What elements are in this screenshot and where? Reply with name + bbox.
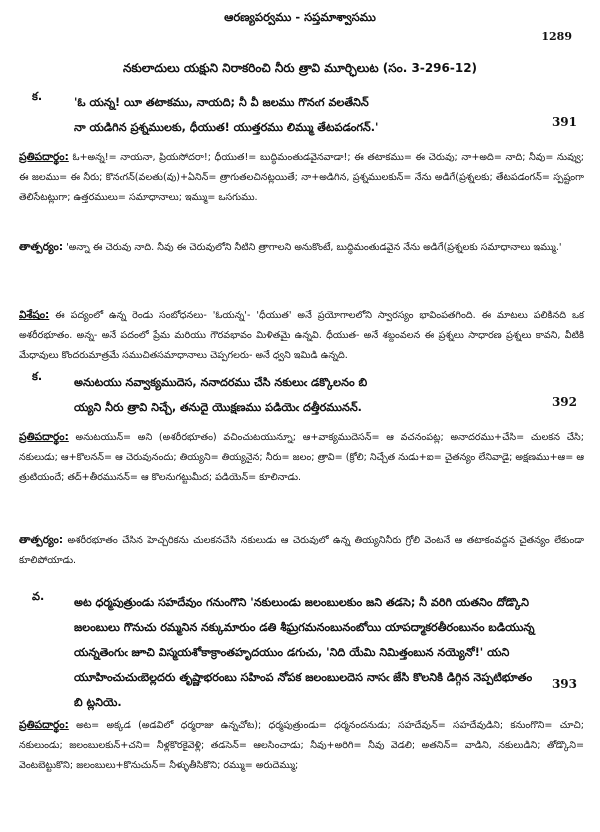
pratipadartham-393 — [19, 715, 584, 776]
pratipadartham-text: ఓ+అన్న!= నాయనా, ప్రియసోదరా!; ధీయుత!= బుద్ధిమంతుడవైనవాడా!; ఈ తటాకము= ఈ చెరువు; నా+అది= నాది; నీవు= నువ్వు; ఈ జలము= ఈ నీరు; కొనఁగన్(వలతు(వు)+ఏనిన్= త్రాగుతలచినట్లయితే; నా+అడిగిన, ప్రశ్నములకున్= నేను అడిగే(ప్రశ్నలకు; తేటపడంగన్= స్పష్టంగా తెలిసేటట్లుగా; ఉత్తరములు= సమాధానాలు; ఇమ్ము= ఒసగుము. — [19, 152, 584, 203]
running-header: ఆరణ్యపర్వము - సప్తమాశ్వాసము — [224, 10, 376, 24]
pratipadartham-391 — [19, 147, 584, 208]
pratipadartham-text: అనుటయున్= అని (అశరీరభూతం) వచించుటయున్నూ; ఆ+వాక్యముదెసన్= ఆ వచనంపట్ల; అనాదరము+చేసి= చులకన చేసి; నకులుడు; ఆ+కొలనన్= ఆ చెరువునందు; తియ్యని= తియ్యనైన; నీరు= జలం; త్రావి= (క్రోలి; నిచ్చేత నుడు+ఐ= చైతన్యం లేనివాడై; అక్షణము+ఆ= ఆ త్రుటియందే; తద్+తీరమునన్= ఆ కొలనుగట్టుమీద; పడియెన్= కూలినాడు. — [19, 432, 584, 483]
pratipadartham-label: ప్రతిపదార్థం: — [19, 719, 69, 731]
vachanam-text: అట ధర్మపుత్రుండు సహదేవుం గనుంగొని 'నకులుండు జలంబులకుం జని తడసె; నీ వరిగి యతనిం దోడ్కొని జలంబులు గొనుచు రమ్మనిన నక్కుమారుం డతి శీఘ్రగమనంబునంబోయి యాపద్మాకరతీరంబునం బడియున్న యన్నతెంగుఁ జూచి విస్మయశోకాక్రాంతహృదయుం డగుచు, 'నిది యేమి నిమిత్తంబున నయ్యెనో!' యని యూహించుచుఁబెల్లదరు తృష్ణాభరంబు సహింప నోపక జలంబులదెస నాసఁ జేసి కొలనికి డిగ్గిన నెప్పటిభూతం బి ట్లనియె. — [74, 596, 535, 709]
visesham-391 — [19, 305, 584, 366]
tatparyam-text: 'అన్నా ఈ చెరువు నాది. నీవు ఈ చెరువులోని నీటిని త్రాగాలని అనుకొంటే, బుద్ధిమంతుడవైన నేను అడిగే(ప్రశ్నలకు సమాధానాలు ఇమ్ము.' — [66, 242, 562, 253]
verse-number: 391 — [551, 115, 577, 129]
verse-line: నా యడిగిన ప్రశ్నములకు, ధీయుత! యుత్తరము లిమ్ము తేటపడంగన్.' — [74, 121, 379, 134]
visesham-label: విశేషం: — [19, 309, 50, 321]
pratipadartham-label: ప్రతిపదార్థం: — [19, 431, 69, 443]
tatparyam-391 — [19, 237, 584, 258]
verse-number: 393 — [551, 677, 577, 691]
page-number: 1289 — [541, 30, 572, 43]
pratipadartham-text: అట= అక్కడ (అడవిలో ధర్మరాజు ఉన్నచోట); ధర్మపుత్రుండు= ధర్మనందనుడు; సహదేవున్= సహదేవుడిని; కనుంగొని= చూచి; నకులుండు; జలంబులకున్+చని= నీళ్లకొరకైవెళ్లి; తడసెన్= ఆలసించాడు; నీవు+అరిగి= నీవు వెడలి; అతనిన్= వాడిని, నకులుడిని; తోడ్కొని= వెంటబెట్టుకొని; జలంబులు+కొనుచున్= నీళ్ళుతీసికొని; రమ్ము= అరుదెమ్ము; — [19, 720, 584, 771]
verse-number: 392 — [551, 395, 577, 409]
verse-line: అనుటయు నవ్వాక్యముదెస, ననాదరము చేసి నకులుఁ డక్కొలనం బి — [74, 376, 368, 389]
verse-type: వ. — [32, 590, 45, 603]
verse-392 — [32, 370, 577, 420]
pratipadartham-label: ప్రతిపదార్థం: — [19, 151, 69, 163]
pratipadartham-392 — [19, 427, 584, 488]
tatparyam-label: తాత్పర్యం: — [19, 241, 64, 253]
verse-391 — [32, 90, 577, 140]
section-title: నకులాదులు యక్షుని నిరాకరించి నీరు త్రావి మూర్ఛిలుట (సం. 3-296-12) — [122, 61, 478, 75]
vachanam-393 — [32, 590, 577, 715]
tatparyam-label: తాత్పర్యం: — [19, 534, 64, 546]
visesham-text: ఈ పద్యంలో ఉన్న రెండు సంబోధనలు- 'ఓయన్న'- 'ధీయుత' అనే ప్రయోగాలలోని స్వారస్యం భావింపతగింది. ఈ మాటలు పలికినది ఒక అశరీరభూతం. అన్న- అనే పదంలో ప్రేమ మరియు గౌరవభావం మిళితమై ఉన్నవి. ధీయుత- అనే శబ్దంవలన ఈ ప్రశ్నలు సాధారణ ప్రశ్నలు కావని, వీటికి మేధావులు కొందరుమాత్రమే సముచితసమాధానాలు చెప్పగలరు- అనే ధ్వని ఇమిడి ఉన్నది. — [19, 310, 584, 361]
verse-type: క. — [32, 90, 43, 103]
tatparyam-392 — [19, 530, 584, 571]
verse-type: క. — [32, 370, 43, 383]
verse-line: 'ఓ యన్న! యీ తటాకము, నాయది; నీ వీ జలము గొనఁగ వలతేనిన్ — [74, 96, 369, 109]
tatparyam-text: అశరీరభూతం చేసిన హెచ్చరికను చులకనచేసి నకులుడు ఆ చెరువులో ఉన్న తియ్యనినీరు గ్రోలి వెంటనే ఆ తటాకంవద్దన చైతన్యం లేకుండా కూలిపోయాడు. — [19, 535, 584, 566]
verse-line: య్యని నీరు త్రావి నిచ్చే, తనుదై యొక్షణము పడియెఁ దత్తీరమునన్. — [74, 401, 362, 414]
